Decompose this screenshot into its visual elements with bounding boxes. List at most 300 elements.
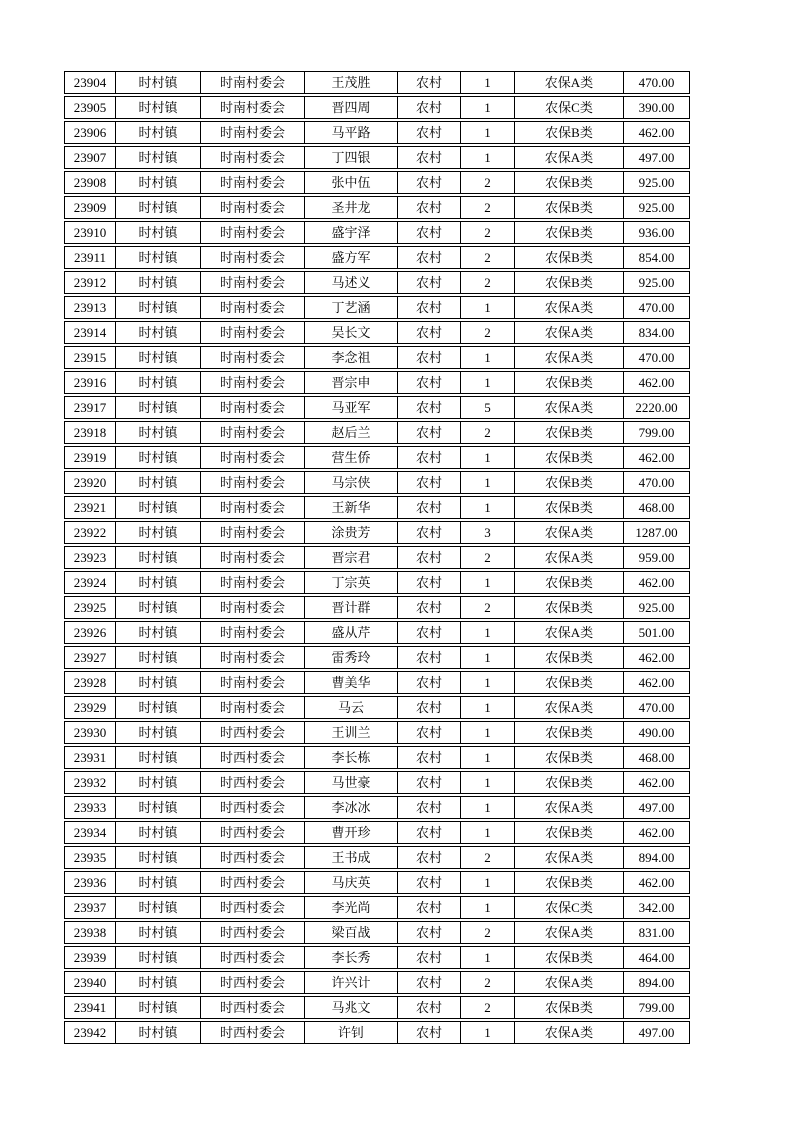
- cell-person-name: 曹开珍: [304, 821, 398, 844]
- cell-count: 1: [460, 646, 515, 669]
- cell-village-committee: 时西村委会: [200, 821, 305, 844]
- cell-amount: 462.00: [623, 121, 690, 144]
- cell-person-name: 雷秀玲: [304, 646, 398, 669]
- cell-count: 1: [460, 721, 515, 744]
- cell-record-number: 23918: [64, 421, 116, 444]
- table-row: [64, 621, 690, 644]
- cell-person-name: 王新华: [304, 496, 398, 519]
- cell-insurance-category: 农保B类: [514, 221, 624, 244]
- cell-record-number: 23909: [64, 196, 116, 219]
- cell-village-committee: 时西村委会: [200, 896, 305, 919]
- cell-area-type: 农村: [397, 696, 461, 719]
- table-row: [64, 396, 690, 419]
- cell-area-type: 农村: [397, 621, 461, 644]
- cell-area-type: 农村: [397, 996, 461, 1019]
- cell-insurance-category: 农保B类: [514, 771, 624, 794]
- cell-amount: 390.00: [623, 96, 690, 119]
- cell-person-name: 许兴计: [304, 971, 398, 994]
- cell-count: 1: [460, 96, 515, 119]
- cell-record-number: 23934: [64, 821, 116, 844]
- cell-record-number: 23908: [64, 171, 116, 194]
- cell-count: 2: [460, 921, 515, 944]
- cell-insurance-category: 农保A类: [514, 1021, 624, 1044]
- cell-village-committee: 时南村委会: [200, 446, 305, 469]
- table-row: [64, 296, 690, 319]
- cell-person-name: 马亚军: [304, 396, 398, 419]
- cell-count: 1: [460, 1021, 515, 1044]
- cell-village-committee: 时西村委会: [200, 721, 305, 744]
- cell-count: 5: [460, 396, 515, 419]
- cell-village-committee: 时西村委会: [200, 846, 305, 869]
- cell-village-committee: 时南村委会: [200, 646, 305, 669]
- cell-village-committee: 时南村委会: [200, 696, 305, 719]
- cell-count: 1: [460, 71, 515, 94]
- cell-insurance-category: 农保B类: [514, 471, 624, 494]
- cell-village-committee: 时南村委会: [200, 421, 305, 444]
- cell-amount: 462.00: [623, 771, 690, 794]
- table-row: [64, 246, 690, 269]
- cell-town: 时村镇: [115, 671, 201, 694]
- cell-person-name: 圣井龙: [304, 196, 398, 219]
- cell-area-type: 农村: [397, 421, 461, 444]
- cell-village-committee: 时南村委会: [200, 571, 305, 594]
- cell-town: 时村镇: [115, 346, 201, 369]
- cell-village-committee: 时西村委会: [200, 771, 305, 794]
- cell-person-name: 丁四银: [304, 146, 398, 169]
- cell-village-committee: 时南村委会: [200, 121, 305, 144]
- cell-amount: 462.00: [623, 871, 690, 894]
- cell-town: 时村镇: [115, 546, 201, 569]
- table-row: [64, 871, 690, 894]
- cell-town: 时村镇: [115, 796, 201, 819]
- cell-insurance-category: 农保C类: [514, 896, 624, 919]
- cell-area-type: 农村: [397, 271, 461, 294]
- cell-amount: 925.00: [623, 596, 690, 619]
- cell-village-committee: 时南村委会: [200, 346, 305, 369]
- cell-record-number: 23937: [64, 896, 116, 919]
- cell-town: 时村镇: [115, 396, 201, 419]
- cell-town: 时村镇: [115, 946, 201, 969]
- cell-insurance-category: 农保A类: [514, 146, 624, 169]
- cell-amount: 462.00: [623, 671, 690, 694]
- cell-person-name: 盛宇泽: [304, 221, 398, 244]
- cell-village-committee: 时南村委会: [200, 321, 305, 344]
- cell-area-type: 农村: [397, 171, 461, 194]
- cell-amount: 497.00: [623, 796, 690, 819]
- cell-amount: 936.00: [623, 221, 690, 244]
- cell-person-name: 丁艺涵: [304, 296, 398, 319]
- cell-person-name: 马述义: [304, 271, 398, 294]
- cell-person-name: 马世豪: [304, 771, 398, 794]
- table-row: [64, 596, 690, 619]
- cell-area-type: 农村: [397, 471, 461, 494]
- cell-village-committee: 时南村委会: [200, 71, 305, 94]
- table-row: [64, 846, 690, 869]
- cell-count: 1: [460, 471, 515, 494]
- cell-person-name: 马兆文: [304, 996, 398, 1019]
- cell-count: 1: [460, 296, 515, 319]
- cell-count: 2: [460, 321, 515, 344]
- cell-amount: 925.00: [623, 171, 690, 194]
- table-row: [64, 771, 690, 794]
- cell-town: 时村镇: [115, 571, 201, 594]
- cell-count: 3: [460, 521, 515, 544]
- cell-town: 时村镇: [115, 371, 201, 394]
- cell-record-number: 23931: [64, 746, 116, 769]
- cell-amount: 462.00: [623, 571, 690, 594]
- cell-record-number: 23924: [64, 571, 116, 594]
- table-row: [64, 146, 690, 169]
- cell-area-type: 农村: [397, 846, 461, 869]
- cell-count: 1: [460, 746, 515, 769]
- cell-count: 1: [460, 496, 515, 519]
- table-row: [64, 121, 690, 144]
- cell-person-name: 涂贵芳: [304, 521, 398, 544]
- cell-village-committee: 时南村委会: [200, 271, 305, 294]
- table-row: [64, 521, 690, 544]
- cell-town: 时村镇: [115, 246, 201, 269]
- cell-record-number: 23910: [64, 221, 116, 244]
- cell-insurance-category: 农保A类: [514, 696, 624, 719]
- payment-table: [64, 71, 690, 1044]
- cell-area-type: 农村: [397, 771, 461, 794]
- cell-town: 时村镇: [115, 471, 201, 494]
- cell-amount: 831.00: [623, 921, 690, 944]
- cell-village-committee: 时南村委会: [200, 296, 305, 319]
- cell-amount: 894.00: [623, 846, 690, 869]
- cell-insurance-category: 农保A类: [514, 296, 624, 319]
- cell-record-number: 23922: [64, 521, 116, 544]
- cell-count: 1: [460, 896, 515, 919]
- cell-count: 1: [460, 571, 515, 594]
- cell-person-name: 丁宗英: [304, 571, 398, 594]
- cell-record-number: 23916: [64, 371, 116, 394]
- cell-amount: 462.00: [623, 821, 690, 844]
- table-row: [64, 996, 690, 1019]
- cell-record-number: 23923: [64, 546, 116, 569]
- cell-amount: 470.00: [623, 296, 690, 319]
- cell-count: 1: [460, 446, 515, 469]
- cell-insurance-category: 农保A类: [514, 521, 624, 544]
- cell-person-name: 吴长文: [304, 321, 398, 344]
- table-row: [64, 721, 690, 744]
- cell-count: 1: [460, 146, 515, 169]
- cell-amount: 468.00: [623, 496, 690, 519]
- cell-town: 时村镇: [115, 321, 201, 344]
- cell-person-name: 李光尚: [304, 896, 398, 919]
- cell-area-type: 农村: [397, 221, 461, 244]
- table-row: [64, 821, 690, 844]
- cell-insurance-category: 农保A类: [514, 796, 624, 819]
- cell-count: 2: [460, 221, 515, 244]
- cell-town: 时村镇: [115, 1021, 201, 1044]
- cell-person-name: 晋宗申: [304, 371, 398, 394]
- cell-count: 1: [460, 871, 515, 894]
- cell-town: 时村镇: [115, 896, 201, 919]
- cell-area-type: 农村: [397, 746, 461, 769]
- cell-town: 时村镇: [115, 221, 201, 244]
- cell-amount: 342.00: [623, 896, 690, 919]
- cell-town: 时村镇: [115, 846, 201, 869]
- table-row: [64, 371, 690, 394]
- cell-person-name: 曹美华: [304, 671, 398, 694]
- cell-count: 1: [460, 346, 515, 369]
- cell-village-committee: 时南村委会: [200, 171, 305, 194]
- cell-amount: 470.00: [623, 71, 690, 94]
- cell-count: 1: [460, 771, 515, 794]
- cell-area-type: 农村: [397, 671, 461, 694]
- cell-village-committee: 时西村委会: [200, 971, 305, 994]
- cell-record-number: 23935: [64, 846, 116, 869]
- cell-person-name: 马云: [304, 696, 398, 719]
- cell-area-type: 农村: [397, 371, 461, 394]
- cell-count: 2: [460, 846, 515, 869]
- cell-count: 1: [460, 371, 515, 394]
- cell-person-name: 李念祖: [304, 346, 398, 369]
- cell-town: 时村镇: [115, 646, 201, 669]
- cell-area-type: 农村: [397, 246, 461, 269]
- cell-count: 2: [460, 596, 515, 619]
- cell-count: 2: [460, 271, 515, 294]
- cell-insurance-category: 农保B类: [514, 746, 624, 769]
- cell-person-name: 晋宗君: [304, 546, 398, 569]
- table-row: [64, 971, 690, 994]
- table-row: [64, 946, 690, 969]
- cell-town: 时村镇: [115, 496, 201, 519]
- cell-town: 时村镇: [115, 871, 201, 894]
- table-row: [64, 271, 690, 294]
- cell-amount: 468.00: [623, 746, 690, 769]
- cell-town: 时村镇: [115, 71, 201, 94]
- table-row: [64, 196, 690, 219]
- cell-area-type: 农村: [397, 346, 461, 369]
- cell-amount: 462.00: [623, 446, 690, 469]
- cell-person-name: 王书成: [304, 846, 398, 869]
- cell-area-type: 农村: [397, 546, 461, 569]
- cell-person-name: 李长秀: [304, 946, 398, 969]
- cell-area-type: 农村: [397, 321, 461, 344]
- cell-record-number: 23912: [64, 271, 116, 294]
- cell-town: 时村镇: [115, 821, 201, 844]
- cell-record-number: 23938: [64, 921, 116, 944]
- cell-town: 时村镇: [115, 921, 201, 944]
- cell-count: 1: [460, 946, 515, 969]
- cell-village-committee: 时南村委会: [200, 196, 305, 219]
- cell-count: 1: [460, 621, 515, 644]
- cell-village-committee: 时南村委会: [200, 96, 305, 119]
- cell-insurance-category: 农保B类: [514, 996, 624, 1019]
- table-row: [64, 346, 690, 369]
- cell-count: 2: [460, 996, 515, 1019]
- cell-record-number: 23941: [64, 996, 116, 1019]
- table-row: [64, 96, 690, 119]
- cell-record-number: 23939: [64, 946, 116, 969]
- cell-record-number: 23919: [64, 446, 116, 469]
- table-row: [64, 471, 690, 494]
- cell-record-number: 23904: [64, 71, 116, 94]
- cell-insurance-category: 农保B类: [514, 196, 624, 219]
- cell-village-committee: 时南村委会: [200, 221, 305, 244]
- cell-village-committee: 时南村委会: [200, 521, 305, 544]
- cell-person-name: 李冰冰: [304, 796, 398, 819]
- cell-village-committee: 时西村委会: [200, 796, 305, 819]
- cell-count: 2: [460, 246, 515, 269]
- cell-insurance-category: 农保A类: [514, 321, 624, 344]
- cell-record-number: 23930: [64, 721, 116, 744]
- cell-record-number: 23933: [64, 796, 116, 819]
- cell-person-name: 梁百战: [304, 921, 398, 944]
- cell-insurance-category: 农保C类: [514, 96, 624, 119]
- cell-area-type: 农村: [397, 521, 461, 544]
- table-row: [64, 446, 690, 469]
- cell-record-number: 23932: [64, 771, 116, 794]
- cell-record-number: 23911: [64, 246, 116, 269]
- cell-area-type: 农村: [397, 646, 461, 669]
- cell-town: 时村镇: [115, 521, 201, 544]
- cell-area-type: 农村: [397, 146, 461, 169]
- cell-insurance-category: 农保B类: [514, 871, 624, 894]
- cell-record-number: 23907: [64, 146, 116, 169]
- cell-area-type: 农村: [397, 821, 461, 844]
- cell-area-type: 农村: [397, 96, 461, 119]
- cell-amount: 470.00: [623, 471, 690, 494]
- cell-village-committee: 时西村委会: [200, 996, 305, 1019]
- cell-area-type: 农村: [397, 721, 461, 744]
- cell-insurance-category: 农保B类: [514, 421, 624, 444]
- cell-insurance-category: 农保B类: [514, 721, 624, 744]
- cell-amount: 462.00: [623, 646, 690, 669]
- cell-person-name: 晋计群: [304, 596, 398, 619]
- cell-person-name: 晋四周: [304, 96, 398, 119]
- cell-count: 1: [460, 121, 515, 144]
- cell-town: 时村镇: [115, 446, 201, 469]
- cell-insurance-category: 农保B类: [514, 946, 624, 969]
- cell-area-type: 农村: [397, 121, 461, 144]
- cell-amount: 497.00: [623, 1021, 690, 1044]
- table-row: [64, 921, 690, 944]
- cell-person-name: 张中伍: [304, 171, 398, 194]
- cell-village-committee: 时西村委会: [200, 1021, 305, 1044]
- table-row: [64, 571, 690, 594]
- cell-count: 2: [460, 196, 515, 219]
- cell-person-name: 盛方军: [304, 246, 398, 269]
- table-row: [64, 71, 690, 94]
- cell-record-number: 23926: [64, 621, 116, 644]
- cell-area-type: 农村: [397, 71, 461, 94]
- cell-area-type: 农村: [397, 446, 461, 469]
- cell-amount: 925.00: [623, 196, 690, 219]
- cell-amount: 799.00: [623, 421, 690, 444]
- cell-record-number: 23905: [64, 96, 116, 119]
- cell-area-type: 农村: [397, 496, 461, 519]
- table-row: [64, 496, 690, 519]
- cell-insurance-category: 农保B类: [514, 171, 624, 194]
- cell-record-number: 23914: [64, 321, 116, 344]
- cell-record-number: 23906: [64, 121, 116, 144]
- cell-person-name: 王茂胜: [304, 71, 398, 94]
- table-row: [64, 796, 690, 819]
- cell-insurance-category: 农保B类: [514, 571, 624, 594]
- cell-town: 时村镇: [115, 721, 201, 744]
- cell-record-number: 23927: [64, 646, 116, 669]
- cell-record-number: 23921: [64, 496, 116, 519]
- cell-record-number: 23928: [64, 671, 116, 694]
- cell-village-committee: 时西村委会: [200, 921, 305, 944]
- cell-amount: 854.00: [623, 246, 690, 269]
- table-row: [64, 671, 690, 694]
- cell-count: 1: [460, 696, 515, 719]
- cell-village-committee: 时南村委会: [200, 546, 305, 569]
- cell-record-number: 23913: [64, 296, 116, 319]
- cell-town: 时村镇: [115, 621, 201, 644]
- cell-amount: 470.00: [623, 696, 690, 719]
- cell-village-committee: 时南村委会: [200, 671, 305, 694]
- cell-count: 1: [460, 821, 515, 844]
- cell-person-name: 李长栋: [304, 746, 398, 769]
- table-row: [64, 896, 690, 919]
- cell-amount: 462.00: [623, 371, 690, 394]
- cell-insurance-category: 农保B类: [514, 596, 624, 619]
- cell-insurance-category: 农保A类: [514, 621, 624, 644]
- cell-insurance-category: 农保A类: [514, 846, 624, 869]
- cell-insurance-category: 农保B类: [514, 646, 624, 669]
- cell-record-number: 23940: [64, 971, 116, 994]
- cell-amount: 464.00: [623, 946, 690, 969]
- cell-village-committee: 时西村委会: [200, 746, 305, 769]
- cell-area-type: 农村: [397, 196, 461, 219]
- cell-amount: 959.00: [623, 546, 690, 569]
- cell-count: 1: [460, 671, 515, 694]
- cell-village-committee: 时南村委会: [200, 246, 305, 269]
- cell-amount: 894.00: [623, 971, 690, 994]
- table-row: [64, 171, 690, 194]
- cell-area-type: 农村: [397, 1021, 461, 1044]
- table-row: [64, 321, 690, 344]
- cell-village-committee: 时南村委会: [200, 396, 305, 419]
- cell-person-name: 许钊: [304, 1021, 398, 1044]
- cell-count: 2: [460, 421, 515, 444]
- cell-town: 时村镇: [115, 121, 201, 144]
- cell-insurance-category: 农保A类: [514, 396, 624, 419]
- table-row: [64, 546, 690, 569]
- table-row: [64, 221, 690, 244]
- cell-area-type: 农村: [397, 871, 461, 894]
- cell-record-number: 23915: [64, 346, 116, 369]
- cell-person-name: 王训兰: [304, 721, 398, 744]
- cell-record-number: 23925: [64, 596, 116, 619]
- cell-amount: 834.00: [623, 321, 690, 344]
- cell-record-number: 23929: [64, 696, 116, 719]
- cell-amount: 470.00: [623, 346, 690, 369]
- cell-person-name: 营生侨: [304, 446, 398, 469]
- cell-count: 1: [460, 796, 515, 819]
- cell-insurance-category: 农保A类: [514, 921, 624, 944]
- cell-area-type: 农村: [397, 596, 461, 619]
- cell-amount: 501.00: [623, 621, 690, 644]
- cell-town: 时村镇: [115, 596, 201, 619]
- cell-town: 时村镇: [115, 196, 201, 219]
- cell-village-committee: 时南村委会: [200, 496, 305, 519]
- cell-amount: 799.00: [623, 996, 690, 1019]
- cell-insurance-category: 农保A类: [514, 71, 624, 94]
- cell-area-type: 农村: [397, 946, 461, 969]
- table-row: [64, 646, 690, 669]
- cell-town: 时村镇: [115, 696, 201, 719]
- table-row: [64, 1021, 690, 1044]
- cell-town: 时村镇: [115, 996, 201, 1019]
- cell-count: 2: [460, 971, 515, 994]
- cell-insurance-category: 农保B类: [514, 371, 624, 394]
